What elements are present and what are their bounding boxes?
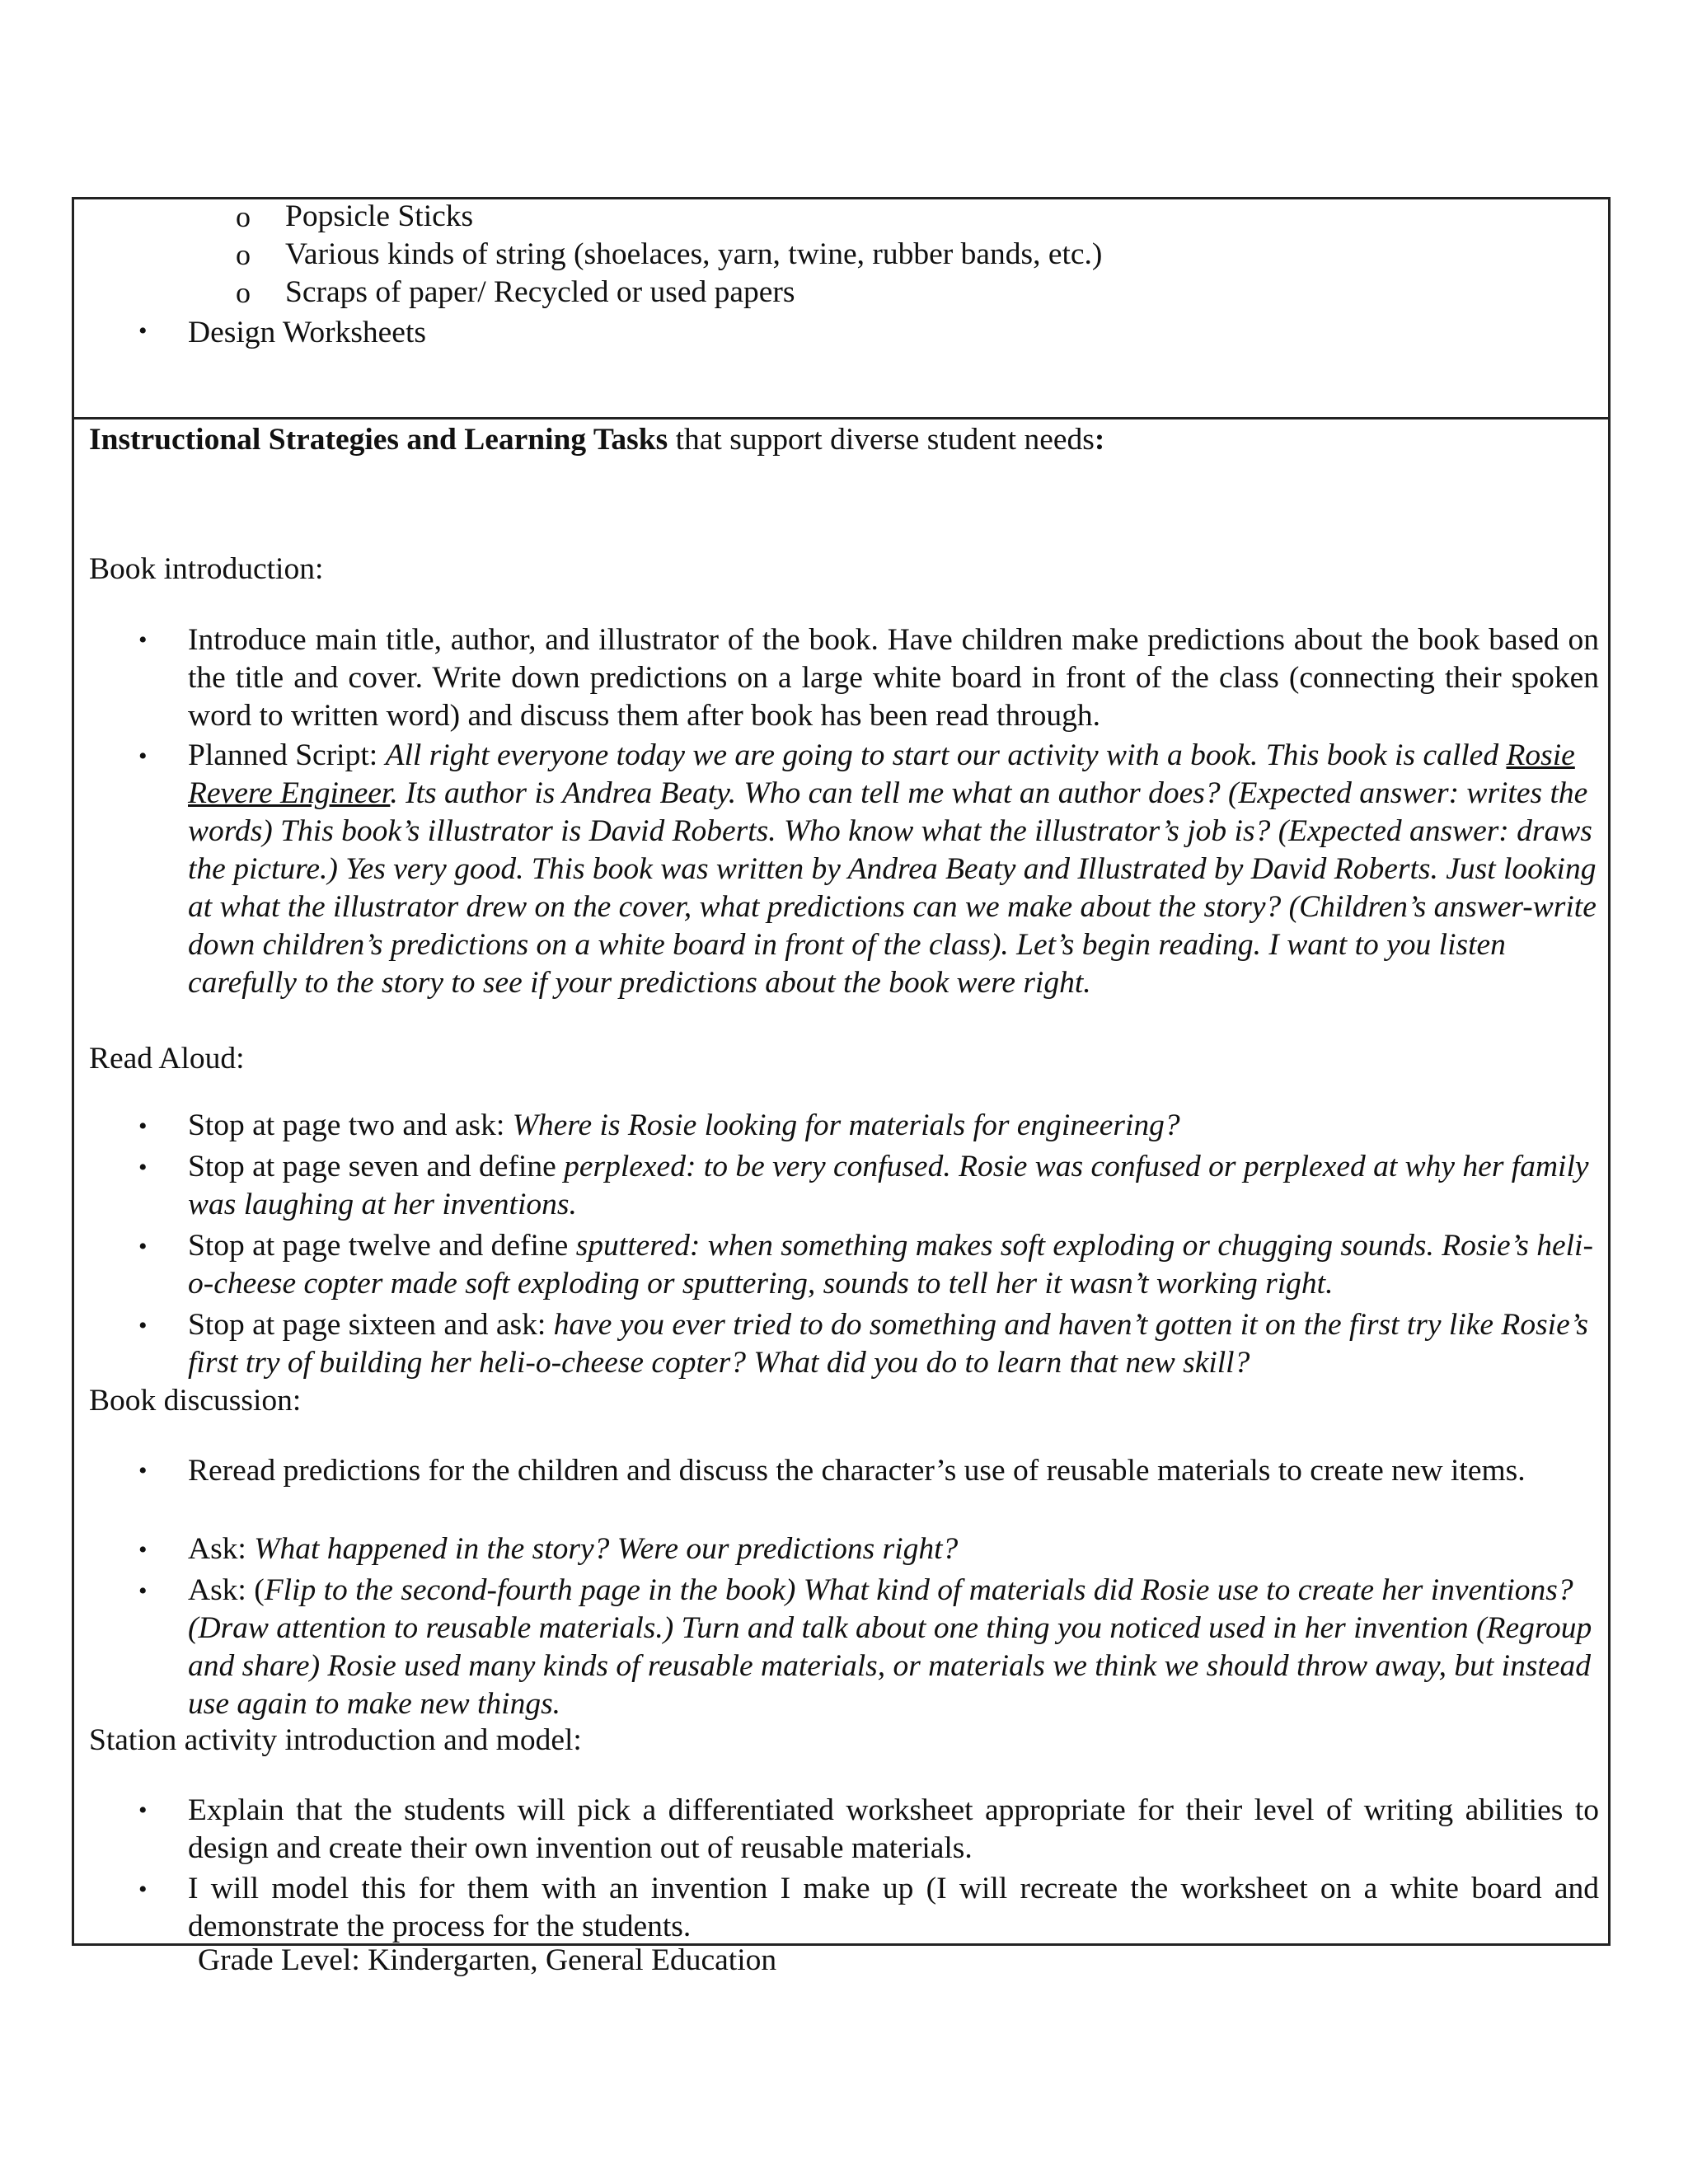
read-aloud-heading: Read Aloud:: [89, 1042, 245, 1076]
sub-bullet-marker: o: [236, 276, 251, 309]
read-aloud-item-page-sixteen: [188, 1306, 1599, 1382]
book-discussion-heading: Book discussion:: [89, 1384, 302, 1418]
station-activity-heading: Station activity introduction and model:: [89, 1723, 582, 1757]
read-aloud-item-question: have you ever tried to do something and haven’t gotten it on the first try like Rosie’s first try of building her heli-o-cheese copter? What did you do to learn that new skill?: [188, 1308, 1588, 1380]
material-item-paper: Scraps of paper/ Recycled or used papers: [285, 275, 795, 309]
section-header-normal: that support diverse student needs: [668, 423, 1095, 457]
material-item-popsicle-sticks: Popsicle Sticks: [285, 199, 474, 233]
ask-label: Ask:: [188, 1532, 255, 1566]
read-aloud-item-text: Stop at page two and ask:: [188, 1108, 513, 1142]
book-discussion-item-ask-story: [188, 1530, 1599, 1568]
ask-question: What happened in the story? Were our predictions right?: [254, 1532, 959, 1566]
book-intro-item-planned-script: [188, 737, 1599, 1002]
book-introduction-heading: Book introduction:: [89, 552, 324, 586]
read-aloud-item-definition: perplexed: to be very confused. Rosie was confused or perplexed at why her family was laughing at her inventions.: [188, 1150, 1589, 1221]
planned-script-text: All right everyone today we are going to start our activity with a book. This book is called: [385, 738, 1507, 772]
bullet-icon: •: [138, 1113, 148, 1140]
book-title: Rosie Revere Engineer: [188, 738, 1575, 810]
section-header-colon: :: [1094, 423, 1105, 457]
sub-bullet-marker: o: [236, 238, 251, 271]
bullet-icon: •: [138, 1577, 148, 1605]
read-aloud-item-text: Stop at page twelve and define: [188, 1229, 576, 1263]
section-header-bold: Instructional Strategies and Learning Tasks: [89, 423, 668, 457]
planned-script-label: Planned Script:: [188, 738, 386, 772]
bullet-icon: •: [138, 1876, 148, 1903]
grade-level-footer: Grade Level: Kindergarten, General Education: [198, 1943, 777, 1977]
book-intro-item-introduce: Introduce main title, author, and illustrator of the book. Have children make predictions about the book based on the title and cover. Write down predictions on a large white board in front of the class (connecting their spoken word to written word) and discuss them after book has been read through.: [188, 623, 1599, 733]
read-aloud-item-question: Where is Rosie looking for materials for engineering?: [512, 1108, 1180, 1142]
bullet-icon: •: [138, 1797, 148, 1824]
material-item-string: Various kinds of string (shoelaces, yarn, twine, rubber bands, etc.): [285, 237, 1103, 271]
ask-label: Ask: (: [188, 1573, 265, 1607]
read-aloud-item-text: Stop at page sixteen and ask:: [188, 1308, 554, 1342]
book-discussion-item-ask-materials: [188, 1572, 1599, 1723]
bullet-icon: •: [138, 1312, 148, 1339]
section-header: [89, 421, 1104, 459]
bullet-icon: •: [138, 1233, 148, 1260]
station-activity-item-explain: Explain that the students will pick a differentiated worksheet appropriate for their level of writing abilities to design and create their own invention out of reusable materials.: [188, 1793, 1599, 1865]
read-aloud-item-definition: sputtered: when something makes soft exploding or chugging sounds. Rosie’s heli-o-cheese copter made soft exploding or sputtering, sounds to tell her it wasn’t working right.: [188, 1229, 1593, 1301]
bullet-icon: •: [138, 1154, 148, 1181]
read-aloud-item-page-seven: [188, 1148, 1599, 1224]
bullet-icon: •: [138, 317, 148, 344]
station-activity-item-model: I will model this for them with an invention I make up (I will recreate the worksheet on a white board and demonstrate the process for the students.: [188, 1872, 1599, 1943]
read-aloud-item-page-two: [188, 1107, 1599, 1145]
planned-script-text-continued: . Its author is Andrea Beaty. Who can tell me what an author does? (Expected answer: writes the words) This book’s illustrator is David Roberts. Who know what the illustrator’s job is? (Expected answer: draws the picture.) Yes very good. This book was written by Andrea Beaty and Illustrated by David Roberts. Just looking at what the illustrator drew on the cover, what predictions can we make about the story? (Children’s answer-write down children’s predictions on a white board in front of the class). Let’s begin reading. I want to you listen carefully to the story to see if your predictions about the book were right.: [188, 776, 1597, 1000]
read-aloud-item-page-twelve: [188, 1227, 1599, 1303]
material-item-design-worksheets: Design Worksheets: [188, 316, 426, 349]
sub-bullet-marker: o: [236, 200, 251, 233]
bullet-icon: •: [138, 626, 148, 654]
read-aloud-item-text: Stop at page seven and define: [188, 1150, 565, 1183]
bullet-icon: •: [138, 1536, 148, 1563]
bullet-icon: •: [138, 1457, 148, 1484]
bullet-icon: •: [138, 743, 148, 770]
ask-question: Flip to the second-fourth page in the book) What kind of materials did Rosie use to create her inventions? (Draw attention to reusable materials.) Turn and talk about one thing you noticed used in her invention (Regroup and share) Rosie used many kinds of reusable materials, or materials we think we should throw away, but instead use again to make new things.: [188, 1573, 1592, 1721]
book-discussion-item-reread: Reread predictions for the children and discuss the character’s use of reusable materials to create new items.: [188, 1454, 1526, 1488]
